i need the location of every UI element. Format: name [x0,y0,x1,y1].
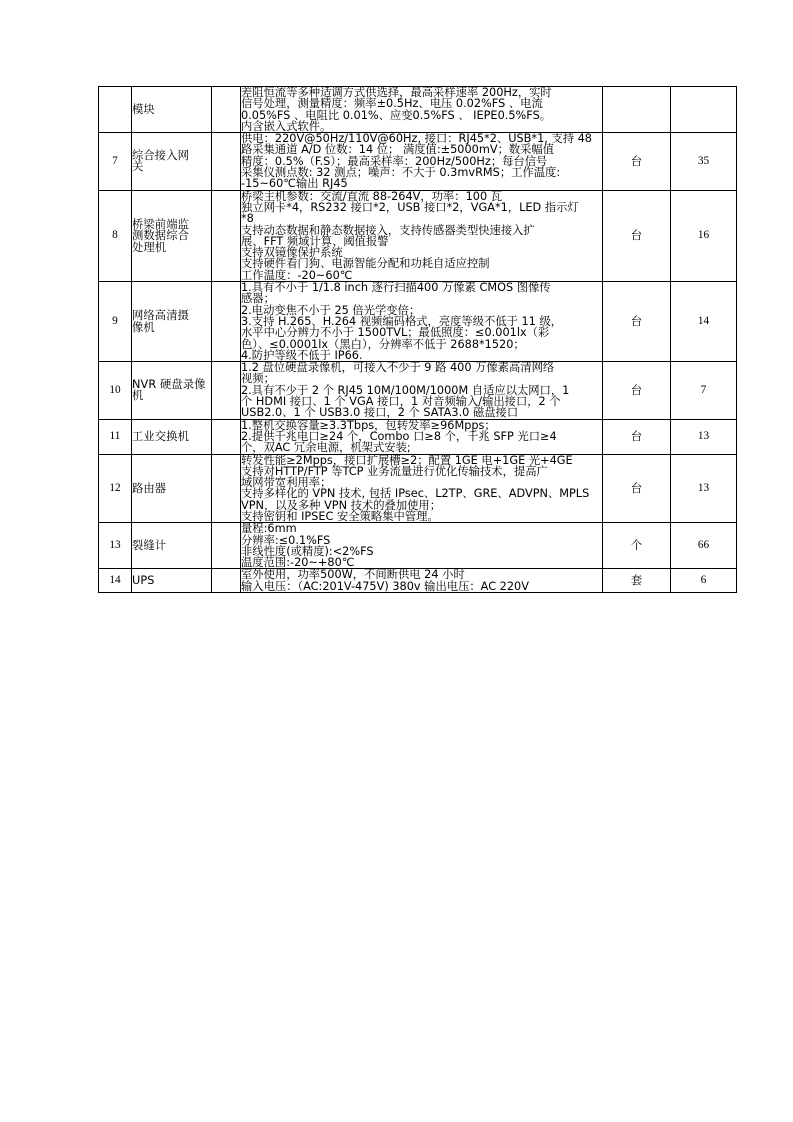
specification-line: 支持密钥和 IPSEC 安全策略集中管理。 [241,509,439,523]
equipment-spec-table [98,86,737,593]
specification-line: 精度：0.5%（F.S）；最高采样率：200Hz/500Hz；每台信号 [241,154,548,168]
specification-line: -15~60℃输出 RJ45 [241,177,348,191]
equipment-name-cell [132,454,212,523]
equipment-name-line: 综合接入网 [132,149,189,163]
equipment-name-line: 模块 [132,102,155,116]
equipment-name-cell [132,419,212,454]
specification-line: 支持对HTTP/FTP 等TCP 业务流量进行优化传输技术，提高广 [241,464,548,478]
specification-line: 个，双AC 冗余电源，机架式安装; [241,441,411,455]
equipment-name-line: 桥梁前端监 [132,217,189,231]
specification-line: 感器； [241,292,275,306]
equipment-name-line: 机 [132,389,144,403]
empty-cell [212,362,241,419]
specification-line: 支持硬件看门狗、电源智能分配和功耗自适应控制 [241,257,490,271]
table-row [99,419,737,454]
specification-line: 独立网卡*4，RS232 接口*2，USB 接口*2，VGA*1，LED 指示灯 [241,200,579,214]
empty-cell [212,523,241,569]
specification-line: 1.2 盘位硬盘录像机，可接入不少于 9 路 400 万像素高清网络 [241,361,555,375]
equipment-name-cell [132,87,212,133]
specification-cell [241,87,603,133]
specification-line: *8 [241,212,254,226]
empty-cell [212,133,241,190]
specification-cell [241,569,603,593]
equipment-name-line: 测数据综合 [132,229,189,243]
specification-line: 水平中心分辨力不小于 1500TVL；最低照度：≤0.001lx（彩 [241,326,550,340]
specification-line: 2.提供千兆电口≥24 个，Combo 口≥8 个，千兆 SFP 光口≥4 [241,429,557,443]
quantity-cell: 13 [671,454,737,523]
specification-line: 个 HDMI 接口、1 个 VGA 接口，1 对音频输入/输出接口，2 个 [241,395,561,409]
specification-cell [241,362,603,419]
specification-cell [241,190,603,281]
table-row [99,282,737,362]
specification-line: 工作温度：-20~60℃ [241,268,353,282]
specification-line: USB2.0、1 个 USB3.0 接口，2 个 SATA3.0 磁盘接口 [241,406,519,420]
empty-cell [212,190,241,281]
unit-cell: 台 [603,454,671,523]
row-index-cell [99,87,132,133]
specification-cell [241,282,603,362]
row-index-cell: 13 [99,523,132,569]
specification-line: 1.具有不小于 1/1.8 inch 逐行扫描400 万像素 CMOS 图像传 [241,281,551,295]
row-index-cell: 8 [99,190,132,281]
empty-cell [212,282,241,362]
specification-line: 室外使用，功率500W，不间断供电 24 小时 [241,568,465,582]
equipment-name-line: 关 [132,160,144,174]
row-index-cell: 10 [99,362,132,419]
row-index-cell: 11 [99,419,132,454]
equipment-name-line: 像机 [132,320,155,334]
quantity-cell: 7 [671,362,737,419]
equipment-name-line: 处理机 [132,240,167,254]
specification-cell [241,419,603,454]
specification-line: 非线性度(或精度):<2%FS [241,544,374,558]
quantity-cell: 14 [671,282,737,362]
quantity-cell: 13 [671,419,737,454]
specification-line: 2.电动变焦不小于 25 倍光学变倍； [241,303,421,317]
specification-line: 展、FFT 频域计算、阈值报警 [241,234,389,248]
table-row [99,454,737,523]
empty-cell [212,454,241,523]
table-row [99,569,737,593]
table-row [99,362,737,419]
quantity-cell: 35 [671,133,737,190]
equipment-name-line: 工业交换机 [132,429,189,443]
table-row [99,523,737,569]
quantity-cell: 66 [671,523,737,569]
specification-line: 4.防护等级不低于 IP66. [241,348,363,362]
specification-cell [241,454,603,523]
equipment-name-cell [132,282,212,362]
unit-cell [603,87,671,133]
specification-line: 供电：220V@50Hz/110V@60Hz, 接口：RJ45*2、USB*1, 支持 48 [241,132,592,146]
unit-cell: 个 [603,523,671,569]
unit-cell: 台 [603,362,671,419]
equipment-name-cell [132,523,212,569]
specification-line: 分辨率:≤0.1%FS [241,533,331,547]
specification-line: 桥梁主机参数：交流/直流 88-264V，功率：100 瓦 [241,189,503,203]
row-index-cell: 9 [99,282,132,362]
specification-line: 采集仪测点数: 32 测点；噪声：不大于 0.3mvRMS；工作温度: [241,166,561,180]
equipment-name-line: 网络高清摄 [132,309,189,323]
specification-line: 支持多样化的 VPN 技术, 包括 IPsec、L2TP、GRE、ADVPN、MPLS [241,487,590,501]
specification-line: 0.05%FS 、电阻比 0.01%、应变0.5%FS 、 IEPE0.5%FS。 [241,108,552,122]
quantity-cell: 16 [671,190,737,281]
unit-cell: 套 [603,569,671,593]
specification-line: 输入电压：（AC:201V-475V) 380v 输出电压：AC 220V [241,579,529,593]
specification-line: 支持双镜像保护系统 [241,246,343,260]
specification-line: 2.具有不少于 2 个 RJ45 10M/100M/1000M 自适应以太网口，1 [241,383,570,397]
equipment-name-line: 裂缝计 [132,539,167,553]
table-row [99,87,737,133]
specification-cell [241,523,603,569]
row-index-cell: 12 [99,454,132,523]
row-index-cell: 14 [99,569,132,593]
specification-line: 路采集通道 A/D 位数：14 位； 满度值:±5000mV；数采幅值 [241,143,555,157]
specification-line: VPN，以及多种 VPN 技术的叠加使用； [241,498,442,512]
equipment-name-line: NVR 硬盘录像 [132,378,206,392]
unit-cell: 台 [603,282,671,362]
equipment-name-line: 路由器 [132,481,167,495]
specification-cell [241,133,603,190]
unit-cell: 台 [603,419,671,454]
row-index-cell: 7 [99,133,132,190]
empty-cell [212,419,241,454]
specification-line: 量程:6mm [241,522,297,536]
specification-line: 域网带宽利用率； [241,476,332,490]
specification-line: 3.支持 H.265、H.264 视频编码格式，亮度等级不低于 11 级， [241,314,563,328]
equipment-name-cell [132,362,212,419]
unit-cell: 台 [603,133,671,190]
table-row [99,133,737,190]
equipment-name-cell [132,569,212,593]
table-row [99,190,737,281]
table-body [99,87,737,593]
empty-cell [212,87,241,133]
specification-line: 色）、≤0.0001lx（黑白），分辨率不低于 2688*1520； [241,337,525,351]
quantity-cell [671,87,737,133]
specification-line: 信号处理，测量精度：频率±0.5Hz、电压 0.02%FS 、电流 [241,97,543,111]
specification-line: 转发性能≥2Mpps，接口扩展槽≥2；配置 1GE 电+1GE 光+4GE [241,453,573,467]
equipment-name-cell [132,133,212,190]
specification-line: 差阻恒流等多种适调方式供选择，最高采样速率 200Hz，实时 [241,86,552,99]
empty-cell [212,569,241,593]
unit-cell: 台 [603,190,671,281]
specification-line: 视频； [241,372,275,386]
equipment-name-line: UPS [132,574,155,588]
specification-line: 1.整机交换容量≥3.3Tbps，包转发率≥96Mpps； [241,418,496,432]
specification-line: 温度范围:-20~+80℃ [241,556,355,570]
specification-line: 支持动态数据和静态数据接入，支持传感器类型快速接入扩 [241,223,535,237]
equipment-name-cell [132,190,212,281]
quantity-cell: 6 [671,569,737,593]
specification-line: 内含嵌入式软件。 [241,119,332,133]
